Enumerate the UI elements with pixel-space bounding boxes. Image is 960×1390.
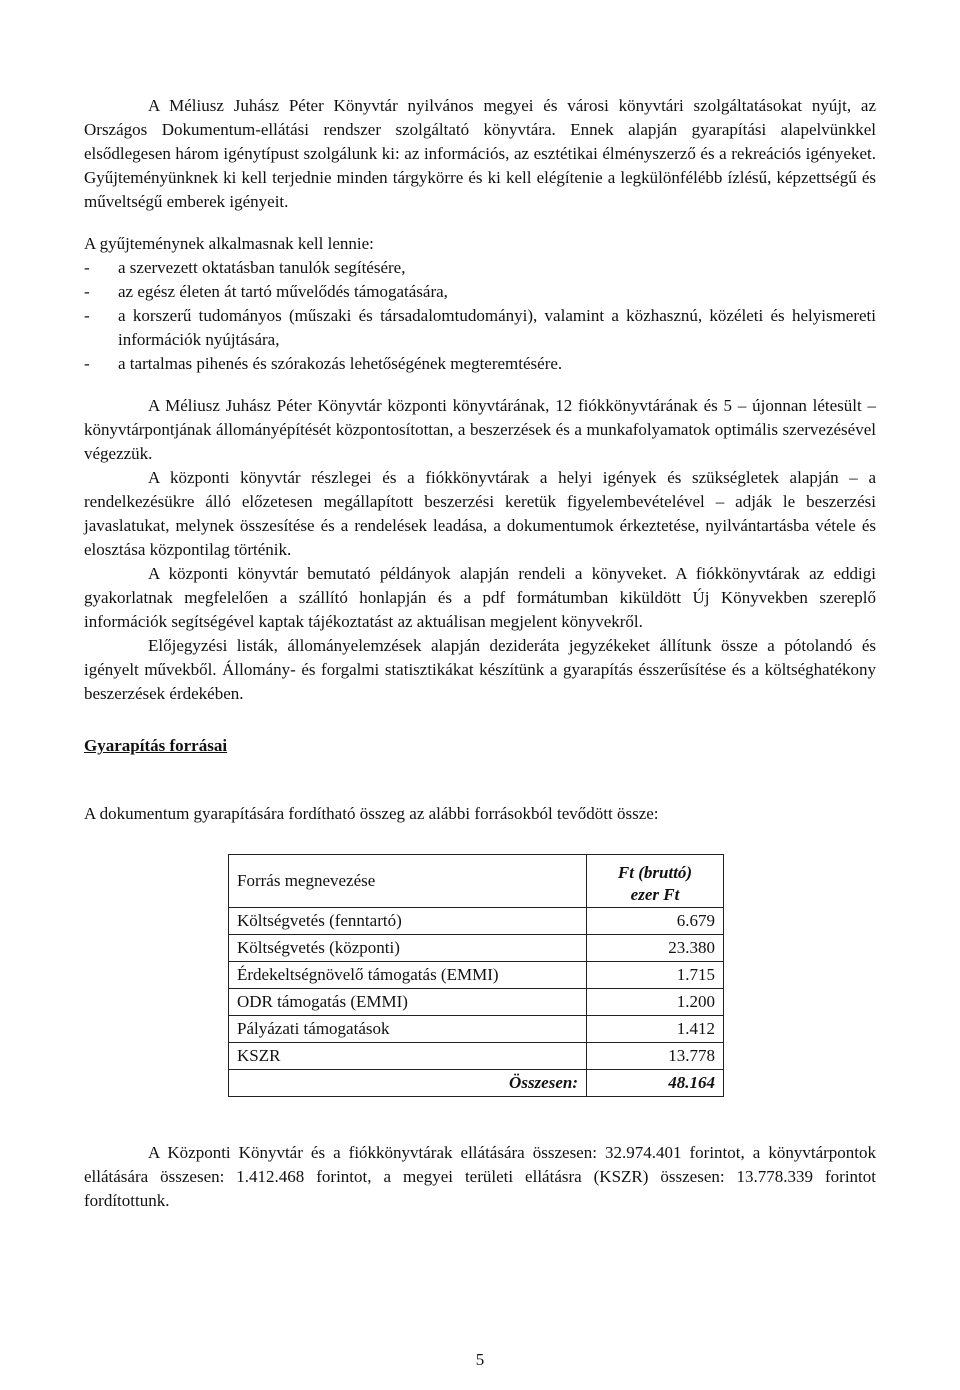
paragraph-library-services: A Méliusz Juhász Péter Könyvtár nyilvános megyei és városi könyvtári szolgáltatásokat nyújt, az Országos Dokumentum-ellátási rendszer szolgáltató könyvtára. Ennek alapján gyarapítási alapelvünkkel elsődlegesen három igénytípust szolgálunk ki: az információs, az esztétikai élményszerző és a rekreációs igényeket. Gyűjteményünknek ki kell terjednie minden tárgykörre és ki kell elégítenie a legkülönfélébb ízlésű, képzettségű és műveltségű emberek igényeit. <box>84 96 876 211</box>
page-content <box>84 94 876 1213</box>
paragraph-branch-proposals: A központi könyvtár részlegei és a fiókkönyvtárak a helyi igények és szükségletek alapján – a rendelkezésükre álló előzetesen megállapított beszerzési keretük figyelembevételével – adják le beszerzési javaslatukat, melynek összesítése és a rendelések leadása, a dokumentumok érkeztetése, nyilvántartásba vétele és elosztása központilag történik. <box>84 468 876 559</box>
column-header-source: Forrás megnevezése <box>229 855 587 908</box>
source-name: Érdekeltségnövelő támogatás (EMMI) <box>229 962 587 989</box>
section-heading: Gyarapítás forrásai <box>84 736 228 755</box>
source-amount: 1.200 <box>587 989 724 1016</box>
table-header-row <box>229 855 724 908</box>
total-label: Összesen: <box>229 1070 587 1097</box>
list-dash: - <box>84 258 90 277</box>
table-total-row <box>229 1070 724 1097</box>
paragraph-book-ordering: A központi könyvtár bemutató példányok alapján rendeli a könyveket. A fiókkönyvtárak az eddigi gyakorlatnak megfelelően a szállító honlapján és a pdf formátumban kiküldött Új Könyvekben szereplő információk segítségével kaptak tájékoztatást az aktuálisan megjelent könyvekről. <box>84 564 876 631</box>
total-amount: 48.164 <box>587 1070 724 1097</box>
list-dash: - <box>84 354 90 373</box>
list-item: - az egész életen át tartó művelődés támogatására, <box>84 280 876 304</box>
page-number: 5 <box>475 1350 485 1369</box>
source-name: ODR támogatás (EMMI) <box>229 989 587 1016</box>
list-dash: - <box>84 282 90 301</box>
list-item: - a szervezett oktatásban tanulók segítésére, <box>84 256 876 280</box>
list-intro: A gyűjteménynek alkalmasnak kell lennie: <box>84 234 374 253</box>
source-amount: 1.715 <box>587 962 724 989</box>
source-name: Költségvetés (fenntartó) <box>229 908 587 935</box>
table-row <box>229 1016 724 1043</box>
list-item: - a korszerű tudományos (műszaki és társadalomtudományi), valamint a közhasznú, közéleti és helyismereti információk nyújtására, <box>84 306 876 349</box>
paragraph-statistics: Előjegyzési listák, állományelemzések alapján dezideráta jegyzékeket állítunk össze a pótolandó és igényelt művekből. Állomány- és forgalmi statisztikákat készítünk a gyarapítás ésszerűsítése és a költséghatékony beszerzések érdekében. <box>84 636 876 703</box>
table-row <box>229 935 724 962</box>
paragraph-summary: A Központi Könyvtár és a fiókkönyvtárak ellátására összesen: 32.974.401 forintot, a könyvtárpontok ellátására összesen: 1.412.468 forintot, a megyei területi ellátásra (KSZR) összesen: 13.778.339 forintot fordítottunk. <box>84 1143 876 1210</box>
column-header-amount: Ft (bruttó) ezer Ft <box>587 855 724 908</box>
list-dash: - <box>84 306 90 325</box>
source-amount: 6.679 <box>587 908 724 935</box>
funding-sources-table <box>228 854 724 1097</box>
table-row <box>229 1043 724 1070</box>
paragraph-central-acquisition: A Méliusz Juhász Péter Könyvtár központi könyvtárának, 12 fiókkönyvtárának és 5 – újonnan létesült – könyvtárpontjának állományépítését központosítottan, a beszerzések és a munkafolyamatok optimális szervezésével végezzük. <box>84 396 876 463</box>
source-name: Költségvetés (központi) <box>229 935 587 962</box>
table-row <box>229 962 724 989</box>
source-amount: 23.380 <box>587 935 724 962</box>
collection-purpose-list <box>84 256 876 376</box>
table-row <box>229 989 724 1016</box>
source-name: KSZR <box>229 1043 587 1070</box>
list-item: - a tartalmas pihenés és szórakozás lehetőségének megteremtésére. <box>84 352 876 376</box>
source-amount: 13.778 <box>587 1043 724 1070</box>
source-name: Pályázati támogatások <box>229 1016 587 1043</box>
section-intro: A dokumentum gyarapítására fordítható összeg az alábbi forrásokból tevődött össze: <box>84 804 659 823</box>
table-row <box>229 908 724 935</box>
source-amount: 1.412 <box>587 1016 724 1043</box>
